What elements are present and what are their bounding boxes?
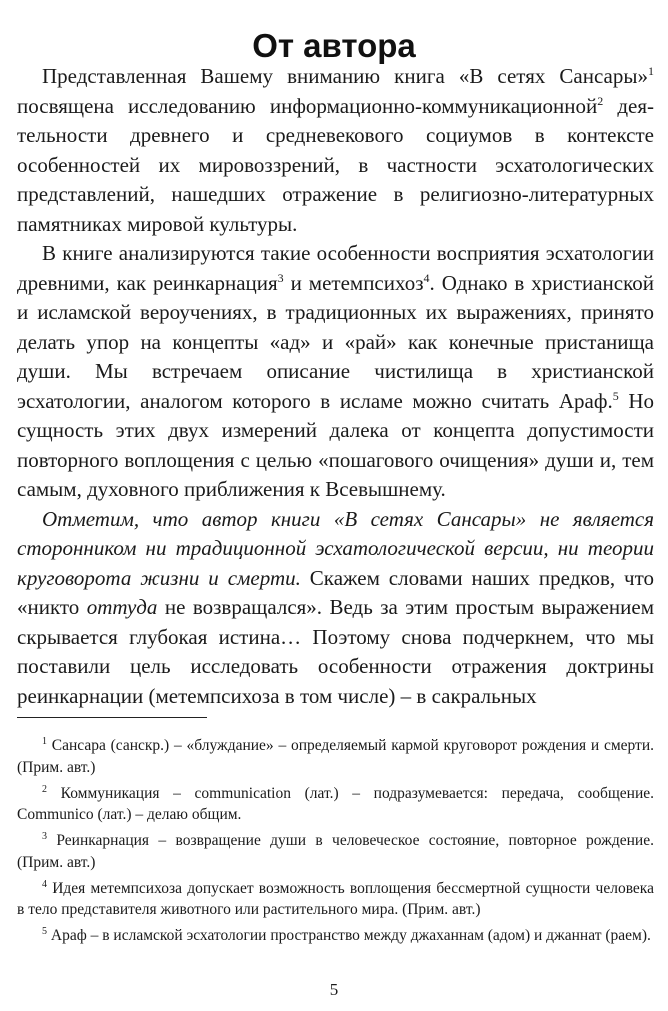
- footnote-number: 5: [42, 926, 47, 937]
- footnote-text: Сансара (санскр.) – «блуждание» – определяемый кармой круговорот рождения и смерти. (Прим. авт.): [17, 737, 654, 776]
- footnote-text: Реинкарнация – возвращение души в человеческое состояние, повторное рождение. (Прим. авт.): [17, 832, 654, 871]
- footnote-number: 2: [42, 783, 47, 795]
- paragraph-2-text-1: В книге анализируются такие особенности восприятия эсхатологии древними, как реинкарнация: [17, 241, 654, 295]
- paragraph-2-text-4: Но сущность этих двух измерений далека от концепта допустимости повторного воплощения с целью «пошагового очищения» души и, тем самым, духовного приближения к Всевышнему.: [17, 388, 654, 501]
- footnotes: [17, 735, 654, 951]
- footnote-ref-5: 5: [612, 388, 619, 403]
- footnote-ref-4: 4: [423, 270, 430, 285]
- paragraph-3-text-2: не возвращался». Ведь за этим простым выражением скрывается глубокая истина… Поэтому снова подчеркнем, что мы поставили цель исследовать особенности отражения доктрины реинкарнации (метемпсихоза в том числе) – в сакральных: [17, 595, 654, 708]
- paragraph-2: [17, 239, 654, 505]
- footnote-ref-3: 3: [277, 270, 284, 285]
- chapter-title: От автора: [252, 27, 416, 65]
- paragraph-2-text-2: и метемпсихоз: [283, 270, 424, 295]
- paragraph-1: [17, 62, 654, 239]
- paragraph-3-italic-2: оттуда: [86, 595, 158, 619]
- footnote-number: 4: [42, 878, 47, 890]
- main-text: [17, 62, 654, 711]
- footnote-5: [17, 925, 654, 947]
- paragraph-3-italic-1: Отметим, что автор книги «В сетях Сансары» не является сторонником ни традиционной эсхатологической версии, ни теории круговорота жизни и смерти.: [17, 506, 654, 590]
- paragraph-1-text-2: посвящена исследованию информационно-коммуникационной: [17, 93, 598, 118]
- page-number: 5: [329, 980, 339, 999]
- paragraph-3: [17, 505, 654, 712]
- footnote-2: [17, 783, 654, 826]
- footnote-text: Коммуникация – communication (лат.) – подразумевается: передача, сообщение. Communico (лат.) – делаю общим.: [17, 784, 654, 823]
- footnote-divider: [17, 717, 207, 718]
- paragraph-3-text-1: Скажем словами наших предков, что «никто: [17, 565, 654, 619]
- footnote-4: [17, 878, 654, 921]
- footnote-number: 3: [42, 831, 47, 842]
- paragraph-1-text-3: деятельности древнего и средневекового социумов в контексте особенностей их мировоззрений, в частности эсхатологических представлений, нашедших отражение в религиозно-литературных памятниках мировой культуры.: [17, 93, 654, 236]
- footnote-1: [17, 735, 654, 778]
- footnote-ref-1: 1: [648, 64, 654, 78]
- paragraph-1-text-1: Представленная Вашему вниманию книга «В сетях Сансары»: [42, 64, 648, 88]
- footnote-number: 1: [42, 736, 47, 747]
- footnote-text: Идея метемпсихоза допускает возможность воплощения бессмертной сущности человека в тело представителя животного или растительного мира. (Прим. авт.): [17, 879, 654, 918]
- paragraph-2-text-3: . Однако в христианской и исламской вероучениях, в традиционных их выражениях, принято делать упор на концепты «ад» и «рай» как конечные пристанища души. Мы встречаем описание чистилища в христианской эсхатологии, аналогом которого в исламе можно считать Араф.: [17, 270, 654, 413]
- footnote-text: Араф – в исламской эсхатологии пространство между джаханнам (адом) и джаннат (раем).: [47, 927, 651, 944]
- footnote-3: [17, 830, 654, 873]
- footnote-ref-2: 2: [597, 93, 604, 108]
